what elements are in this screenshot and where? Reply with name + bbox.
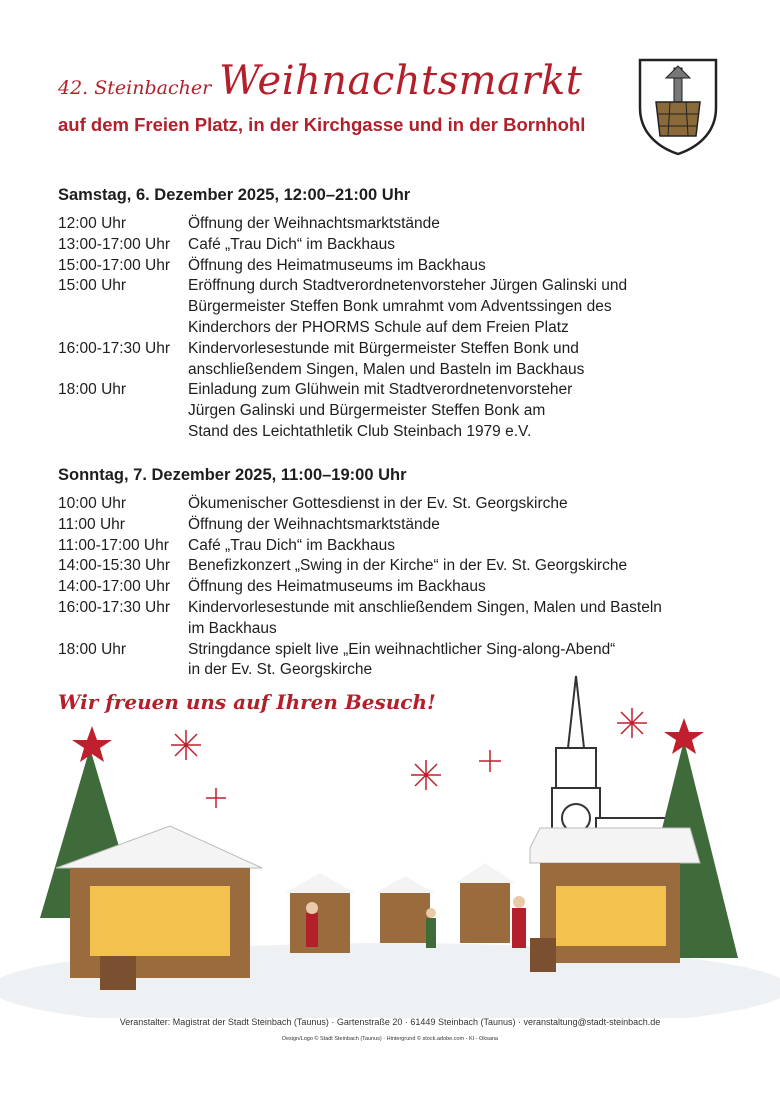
event-line: im Backhaus [188, 619, 277, 637]
event-row [58, 276, 738, 338]
event-description [188, 256, 738, 277]
event-line: anschließendem Singen, Malen und Basteln im Backhaus [188, 360, 585, 378]
event-line: Öffnung der Weihnachtsmarktstände [188, 515, 440, 533]
event-description [188, 515, 738, 536]
city-crest-logo [636, 56, 720, 156]
event-line: Eröffnung durch Stadtverordnetenvorsteher Jürgen Galinski und [188, 277, 628, 295]
day-heading: Samstag, 6. Dezember 2025, 12:00–21:00 Uhr [58, 186, 411, 204]
event-line: Kinderchors der PHORMS Schule auf dem Freien Platz [188, 318, 569, 336]
event-description [188, 339, 738, 381]
event-time: 13:00-17:00 Uhr [58, 235, 171, 253]
day-sunday [58, 466, 738, 681]
event-time: 16:00-17:30 Uhr [58, 598, 171, 616]
event-line: Stringdance spielt live „Ein weihnachtlicher Sing-along-Abend“ [188, 640, 616, 658]
event-description [188, 235, 738, 256]
closing-message: Wir freuen uns auf Ihren Besuch! [58, 690, 436, 714]
event-row [58, 235, 738, 256]
event-time: 11:00-17:00 Uhr [58, 536, 169, 554]
event-line: Bürgermeister Steffen Bonk umrahmt vom Adventssingen des [188, 298, 612, 316]
event-description [188, 536, 738, 557]
event-row [58, 556, 738, 577]
event-line: Öffnung des Heimatmuseums im Backhaus [188, 256, 486, 274]
christmas-market-illustration [0, 668, 780, 1018]
day-saturday [58, 186, 738, 443]
event-description [188, 598, 738, 640]
footer-credits: Design/Logo © Stadt Steinbach (Taunus) · Hintergrund © stock.adobe.com - KI - Oksana [282, 1036, 498, 1042]
event-line: Benefizkonzert „Swing in der Kirche“ in der Ev. St. Georgskirche [188, 557, 628, 575]
event-list [58, 494, 738, 681]
event-description [188, 380, 738, 442]
event-time: 14:00-17:00 Uhr [58, 578, 171, 596]
event-line: Café „Trau Dich“ im Backhaus [188, 536, 396, 554]
event-line: Ökumenischer Gottesdienst in der Ev. St. Georgskirche [188, 495, 568, 512]
event-time: 16:00-17:30 Uhr [58, 339, 171, 357]
event-time: 11:00 Uhr [58, 515, 125, 533]
event-list [58, 214, 738, 443]
title [58, 58, 618, 104]
event-time: 18:00 Uhr [58, 640, 127, 658]
event-time: 15:00 Uhr [58, 277, 127, 295]
event-row [58, 214, 738, 235]
event-description [188, 577, 738, 598]
event-row [58, 577, 738, 598]
event-row [58, 380, 738, 442]
event-row [58, 598, 738, 640]
event-time: 12:00 Uhr [58, 215, 127, 232]
event-row [58, 515, 738, 536]
event-line: in der Ev. St. Georgskirche [188, 661, 373, 679]
event-description [188, 214, 738, 235]
event-description [188, 556, 738, 577]
market-stalls-middle [285, 863, 515, 953]
event-time: 14:00-15:30 Uhr [58, 557, 171, 575]
event-line: Kindervorlesestunde mit anschließendem Singen, Malen und Basteln [188, 598, 662, 616]
event-description [188, 276, 738, 338]
event-description [188, 494, 738, 515]
event-time: 18:00 Uhr [58, 381, 127, 399]
event-row [58, 339, 738, 381]
event-time: 15:00-17:00 Uhr [58, 256, 171, 274]
event-row [58, 494, 738, 515]
event-line: Einladung zum Glühwein mit Stadtverordnetenvorsteher [188, 381, 573, 399]
event-line: Café „Trau Dich“ im Backhaus [188, 235, 396, 253]
subtitle: auf dem Freien Platz, in der Kirchgasse und in der Bornhohl [58, 114, 586, 135]
day-heading: Sonntag, 7. Dezember 2025, 11:00–19:00 Uhr [58, 466, 407, 484]
event-row [58, 536, 738, 557]
event-row [58, 256, 738, 277]
event-time: 10:00 Uhr [58, 495, 127, 512]
event-line: Öffnung des Heimatmuseums im Backhaus [188, 578, 486, 596]
footer-organizer: Veranstalter: Magistrat der Stadt Steinbach (Taunus) · Gartenstraße 20 · 61449 Steinbach (Taunus) · veranstaltung@stadt-steinbach.de [119, 1017, 661, 1027]
title-prefix: 42. Steinbacher [58, 77, 212, 99]
market-stall-right [530, 828, 700, 972]
event-line: Kindervorlesestunde mit Bürgermeister Steffen Bonk und [188, 339, 579, 357]
header [58, 58, 618, 136]
event-line: Stand des Leichtathletik Club Steinbach 1979 e.V. [188, 422, 532, 440]
event-line: Öffnung der Weihnachtsmarktstände [188, 215, 440, 232]
event-line: Jürgen Galinski und Bürgermeister Steffen Bonk am [188, 402, 546, 420]
title-main: Weihnachtsmarkt [219, 58, 583, 104]
